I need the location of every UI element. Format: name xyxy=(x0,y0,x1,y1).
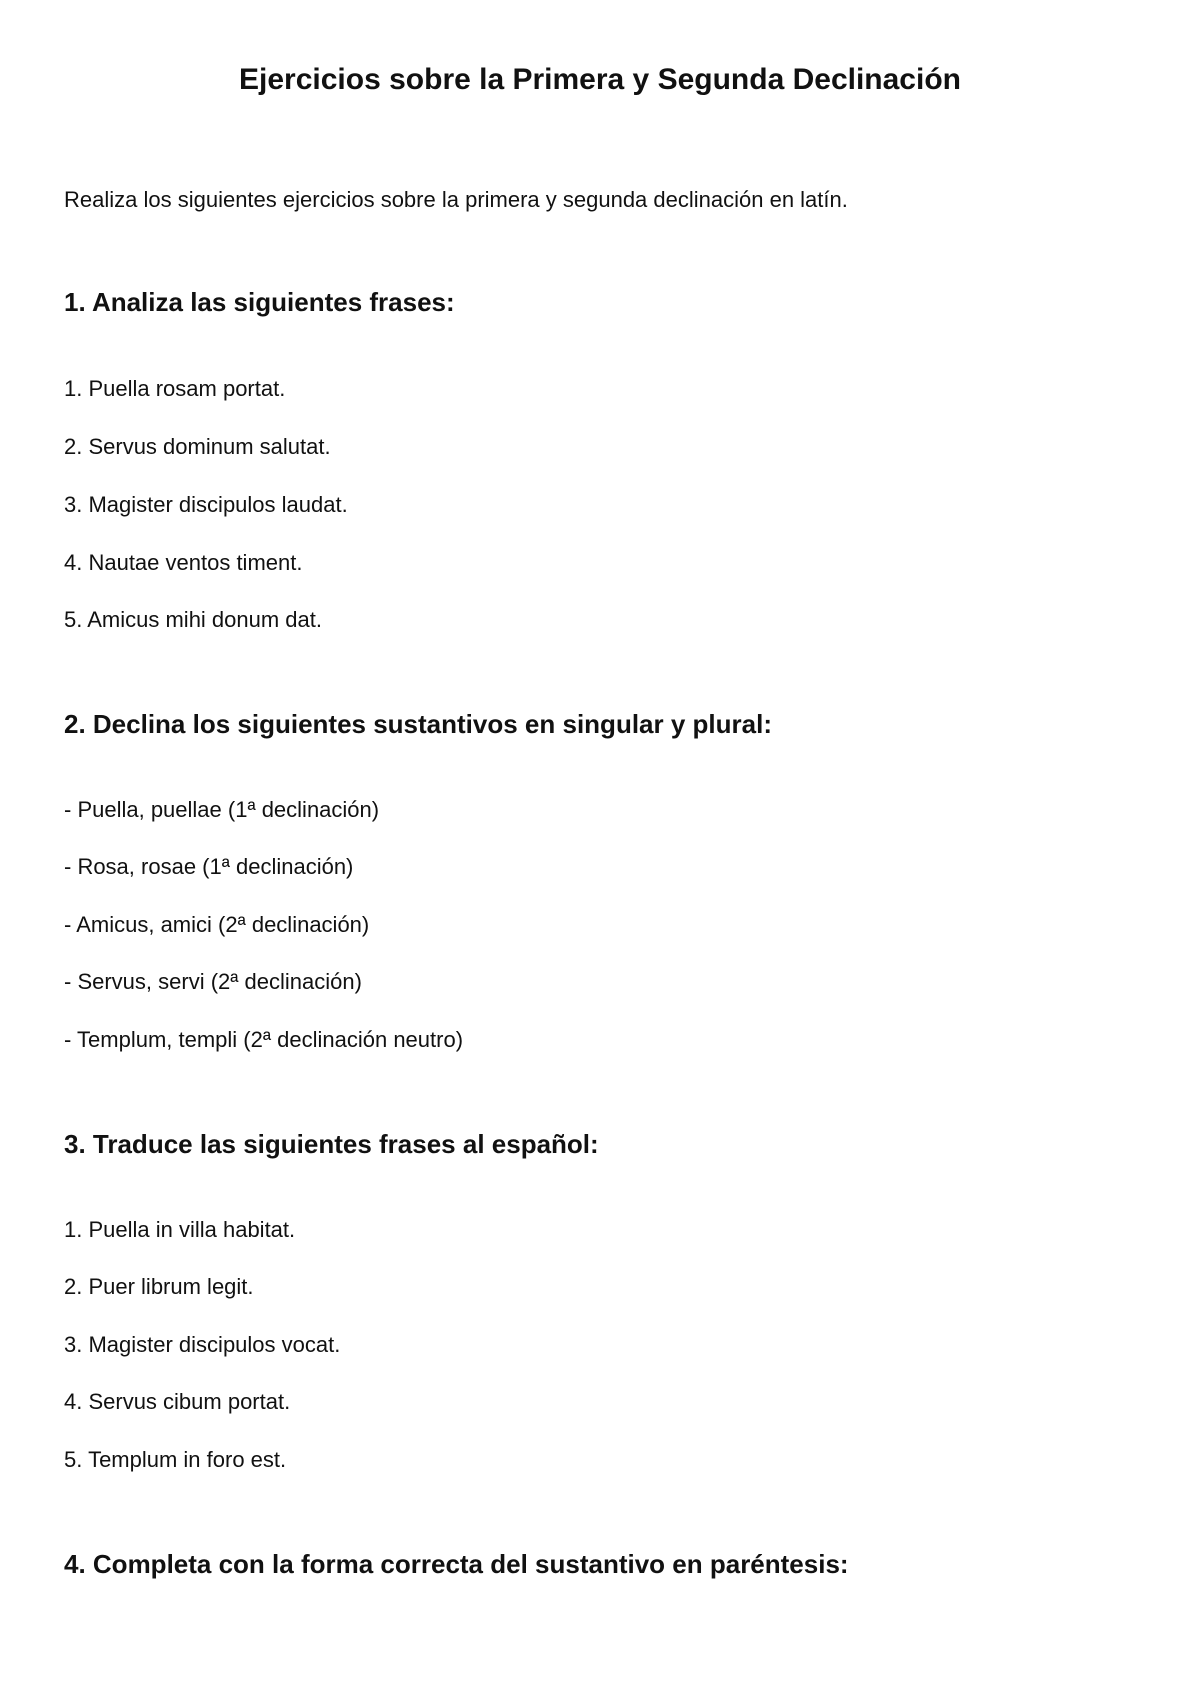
list-item: 1. Puella in villa habitat. xyxy=(64,1217,296,1242)
list-item: 1. Puella rosam portat. xyxy=(64,376,286,401)
section-2-heading: 2. Declina los siguientes sustantivos en singular y plural: xyxy=(64,709,772,739)
list-item: 4. Servus cibum portat. xyxy=(64,1389,291,1414)
list-item: - Puella, puellae (1ª declinación) xyxy=(64,797,380,822)
page-title: Ejercicios sobre la Primera y Segunda Declinación xyxy=(239,63,961,96)
section-3-heading: 3. Traduce las siguientes frases al español: xyxy=(64,1129,599,1159)
list-item: 2. Servus dominum salutat. xyxy=(64,434,331,459)
intro-text: Realiza los siguientes ejercicios sobre la primera y segunda declinación en latín. xyxy=(64,187,848,212)
list-item: 5. Templum in foro est. xyxy=(64,1447,287,1472)
list-item: 2. Puer librum legit. xyxy=(64,1274,254,1299)
list-item: 4. Nautae ventos timent. xyxy=(64,550,303,575)
list-item: 3. Magister discipulos vocat. xyxy=(64,1332,341,1357)
list-item: - Servus, servi (2ª declinación) xyxy=(64,969,362,994)
section-1-heading: 1. Analiza las siguientes frases: xyxy=(64,287,455,317)
list-item: 5. Amicus mihi donum dat. xyxy=(64,607,323,632)
list-item: 3. Magister discipulos laudat. xyxy=(64,492,348,517)
list-item: - Rosa, rosae (1ª declinación) xyxy=(64,854,354,879)
list-item: - Amicus, amici (2ª declinación) xyxy=(64,912,370,937)
section-4-heading: 4. Completa con la forma correcta del sustantivo en paréntesis: xyxy=(64,1549,849,1579)
list-item: - Templum, templi (2ª declinación neutro) xyxy=(64,1027,464,1052)
